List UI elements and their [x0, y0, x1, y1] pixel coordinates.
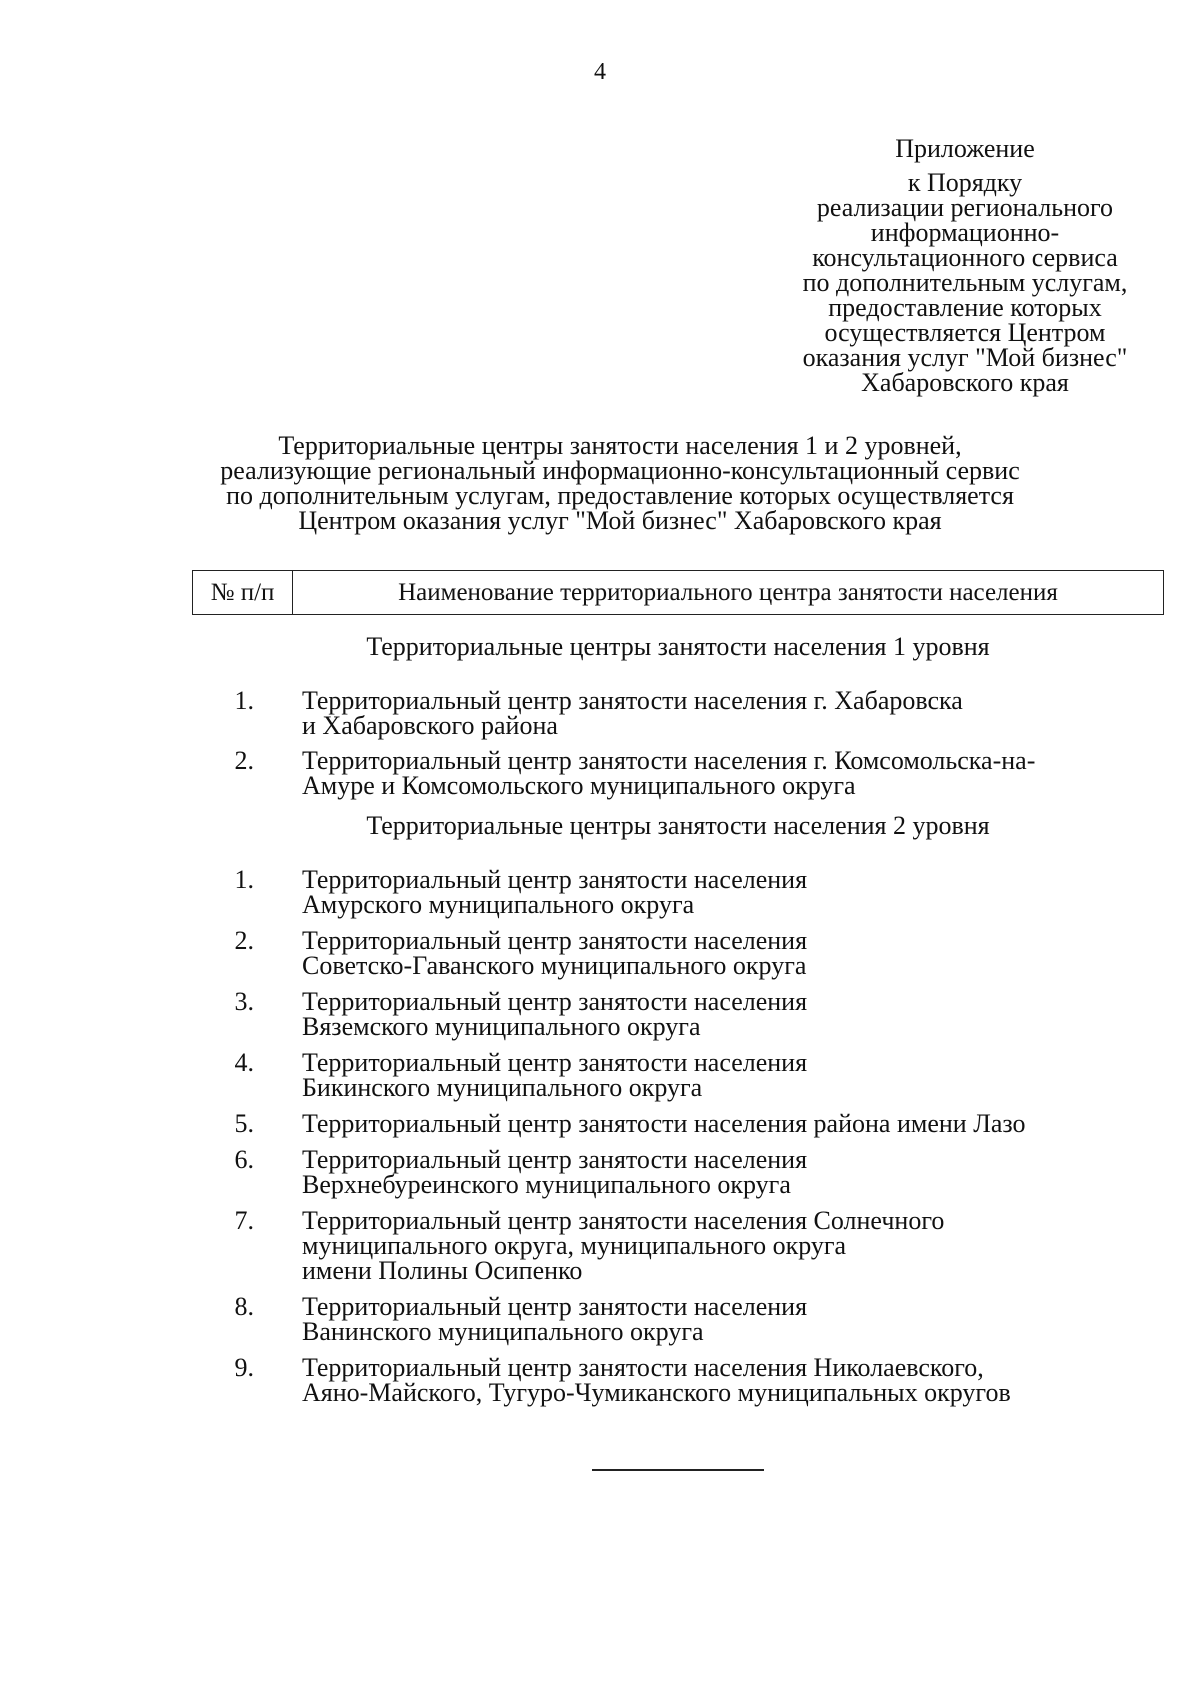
item-text: [302, 688, 1162, 738]
appendix-line: оказания услуг "Мой бизнес": [802, 343, 1128, 372]
item-line: Территориальный центр занятости населения Солнечного: [302, 1206, 945, 1235]
item-line: Амурского муниципального округа: [302, 890, 695, 919]
item-line: Территориальный центр занятости населения: [302, 865, 808, 894]
item-number: 8.: [234, 1292, 254, 1321]
item-text: [302, 748, 1162, 798]
item-line: Территориальный центр занятости населения Николаевского,: [302, 1353, 984, 1382]
item-text: [302, 1355, 1162, 1405]
item-number: 1.: [234, 865, 254, 894]
item-text: [302, 989, 1162, 1039]
item-line: Ванинского муниципального округа: [302, 1317, 704, 1346]
section-heading-level-1: Территориальные центры занятости населения 1 уровня: [366, 632, 990, 661]
item-text: [302, 928, 1162, 978]
item-line: Территориальный центр занятости населения г. Комсомольска-на-: [302, 746, 1036, 775]
appendix-line: информационно-: [870, 218, 1060, 247]
title-line: Территориальные центры занятости населения 1 и 2 уровней,: [278, 431, 962, 460]
item-line: Амуре и Комсомольского муниципального округа: [302, 771, 856, 800]
end-divider: [592, 1469, 764, 1471]
item-line: Территориальный центр занятости населения района имени Лазо: [302, 1109, 1026, 1138]
appendix-line: Хабаровского края: [861, 368, 1069, 397]
item-line: муниципального округа, муниципального округа: [302, 1231, 847, 1260]
appendix-block: [780, 136, 1150, 395]
item-number: 1.: [234, 686, 254, 715]
item-line: Вяземского муниципального округа: [302, 1012, 701, 1041]
item-text: [302, 867, 1162, 917]
item-number: 9.: [234, 1353, 254, 1382]
document-title: [130, 433, 1110, 533]
appendix-line: консультационного сервиса: [812, 243, 1118, 272]
item-number: 4.: [234, 1048, 254, 1077]
appendix-line: к Порядку: [907, 168, 1023, 197]
item-line: Территориальный центр занятости населения: [302, 1292, 808, 1321]
column-header-name: Наименование территориального центра занятости населения: [398, 578, 1058, 606]
item-line: Территориальный центр занятости населения: [302, 926, 808, 955]
appendix-line: предоставление которых: [828, 293, 1102, 322]
item-number: 2.: [234, 746, 254, 775]
appendix-line: по дополнительным услугам,: [802, 268, 1128, 297]
item-text: [302, 1147, 1162, 1197]
item-number: 3.: [234, 987, 254, 1016]
appendix-line: осуществляется Центром: [824, 318, 1106, 347]
item-number: 2.: [234, 926, 254, 955]
item-line: Территориальный центр занятости населения: [302, 987, 808, 1016]
item-text: [302, 1111, 1162, 1136]
page-number: 4: [594, 59, 606, 85]
item-text: [302, 1208, 1162, 1283]
appendix-line: реализации регионального: [816, 193, 1114, 222]
item-text: [302, 1050, 1162, 1100]
item-text: [302, 1294, 1162, 1344]
item-line: Верхнебуреинского муниципального округа: [302, 1170, 791, 1199]
title-line: Центром оказания услуг "Мой бизнес" Хабаровского края: [298, 506, 942, 535]
item-number: 6.: [234, 1145, 254, 1174]
title-line: по дополнительным услугам, предоставление которых осуществляется: [226, 481, 1014, 510]
item-line: имени Полины Осипенко: [302, 1256, 583, 1285]
item-line: Территориальный центр занятости населения: [302, 1048, 808, 1077]
item-line: Бикинского муниципального округа: [302, 1073, 703, 1102]
item-number: 5.: [234, 1109, 254, 1138]
item-line: Аяно-Майского, Тугуро-Чумиканского муниципальных округов: [302, 1378, 1011, 1407]
column-header-number: № п/п: [193, 571, 293, 614]
item-line: Территориальный центр занятости населения: [302, 1145, 808, 1174]
item-line: Территориальный центр занятости населения г. Хабаровска: [302, 686, 963, 715]
item-number: 7.: [234, 1206, 254, 1235]
item-line: Советско-Гаванского муниципального округа: [302, 951, 807, 980]
section-heading-level-2: Территориальные центры занятости населения 2 уровня: [366, 811, 990, 840]
appendix-title: Приложение: [895, 134, 1035, 163]
table-header: [192, 570, 1164, 615]
item-line: и Хабаровского района: [302, 711, 558, 740]
title-line: реализующие региональный информационно-консультационный сервис: [220, 456, 1020, 485]
